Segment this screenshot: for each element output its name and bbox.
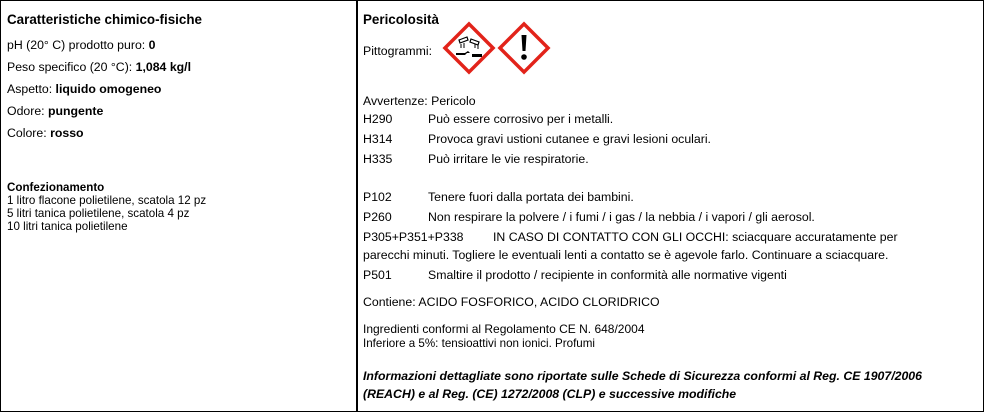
precaution-code: P305+P351+P338 [363, 230, 464, 244]
hazard-code: H335 [363, 152, 393, 166]
hazard-title: Pericolosità [363, 12, 439, 27]
precaution-text: Non respirare la polvere / i fumi / i gas / la nebbia / i vapori / gli aerosol. [428, 210, 815, 224]
hazard-text: Può essere corrosivo per i metalli. [428, 112, 614, 126]
ingredients-detail: Inferiore a 5%: tensioattivi non ionici. Profumi [363, 337, 595, 350]
precaution-statement-row [358, 210, 983, 228]
appearance-value: liquido omogeneo [55, 82, 162, 96]
appearance-label: Aspetto: [7, 82, 56, 96]
hazard-code: H290 [363, 112, 393, 126]
ingredients-line: Ingredienti conformi al Regolamento CE N. 648/2004 [363, 322, 645, 336]
physical-properties-panel [0, 0, 357, 412]
signal-word: Avvertenze: Pericolo [363, 94, 476, 108]
odor-label: Odore: [7, 104, 49, 118]
precaution-statement-row [358, 190, 983, 208]
exclamation-mark-icon [497, 21, 551, 75]
color-line [7, 126, 84, 140]
odor-line [7, 104, 103, 118]
precaution-code: P501 [363, 268, 392, 282]
corrosion-icon [442, 21, 496, 75]
precaution-statement-row [358, 268, 983, 286]
physical-properties-title: Caratteristiche chimico-fisiche [7, 12, 202, 27]
density-value: 1,084 kg/l [135, 60, 191, 74]
density-label: Peso specifico (20 °C): [7, 60, 136, 74]
packaging-title: Confezionamento [7, 181, 105, 194]
hazard-code: H314 [363, 132, 393, 146]
hazard-text: Provoca gravi ustioni cutanee e gravi lesioni oculari. [428, 132, 711, 146]
color-label: Colore: [7, 126, 51, 140]
ph-line [7, 38, 155, 52]
precaution-code: P102 [363, 190, 392, 204]
precaution-text: Smaltire il prodotto / recipiente in conformità alle normative vigenti [428, 268, 787, 282]
density-line [7, 60, 191, 74]
ph-value: 0 [148, 38, 156, 52]
hazard-statement-row [358, 132, 983, 150]
hazard-statement-row [358, 112, 983, 130]
precaution-code: P260 [363, 210, 392, 224]
safety-info-line: (REACH) e al Reg. (CE) 1272/2008 (CLP) e successive modifiche [363, 387, 737, 401]
ph-label: pH (20° C) prodotto puro: [7, 38, 149, 52]
packaging-item: 1 litro flacone polietilene, scatola 12 pz [7, 194, 207, 207]
precaution-text-continued: parecchi minuti. Togliere le eventuali lenti a contatto se è agevole farlo. Continuare a sciacquare. [363, 248, 889, 262]
odor-value: pungente [48, 104, 104, 118]
precaution-text: Tenere fuori dalla portata dei bambini. [428, 190, 634, 204]
hazard-text: Può irritare le vie respiratorie. [428, 152, 589, 166]
precaution-text: IN CASO DI CONTATTO CON GLI OCCHI: sciacquare accuratamente per [493, 230, 898, 244]
pictograms-label: Pittogrammi: [363, 44, 433, 58]
hazard-statement-row [358, 152, 983, 170]
color-value: rosso [50, 126, 84, 140]
precaution-statement-row [358, 230, 983, 248]
safety-info-line: Informazioni dettagliate sono riportate sulle Schede di Sicurezza conformi al Reg. CE 1907/2006 [363, 369, 922, 383]
appearance-line [7, 82, 161, 96]
packaging-item: 10 litri tanica polietilene [7, 220, 128, 233]
hazard-panel [357, 0, 984, 412]
packaging-item: 5 litri tanica polietilene, scatola 4 pz [7, 207, 190, 220]
contains-line: Contiene: ACIDO FOSFORICO, ACIDO CLORIDRICO [363, 295, 660, 309]
